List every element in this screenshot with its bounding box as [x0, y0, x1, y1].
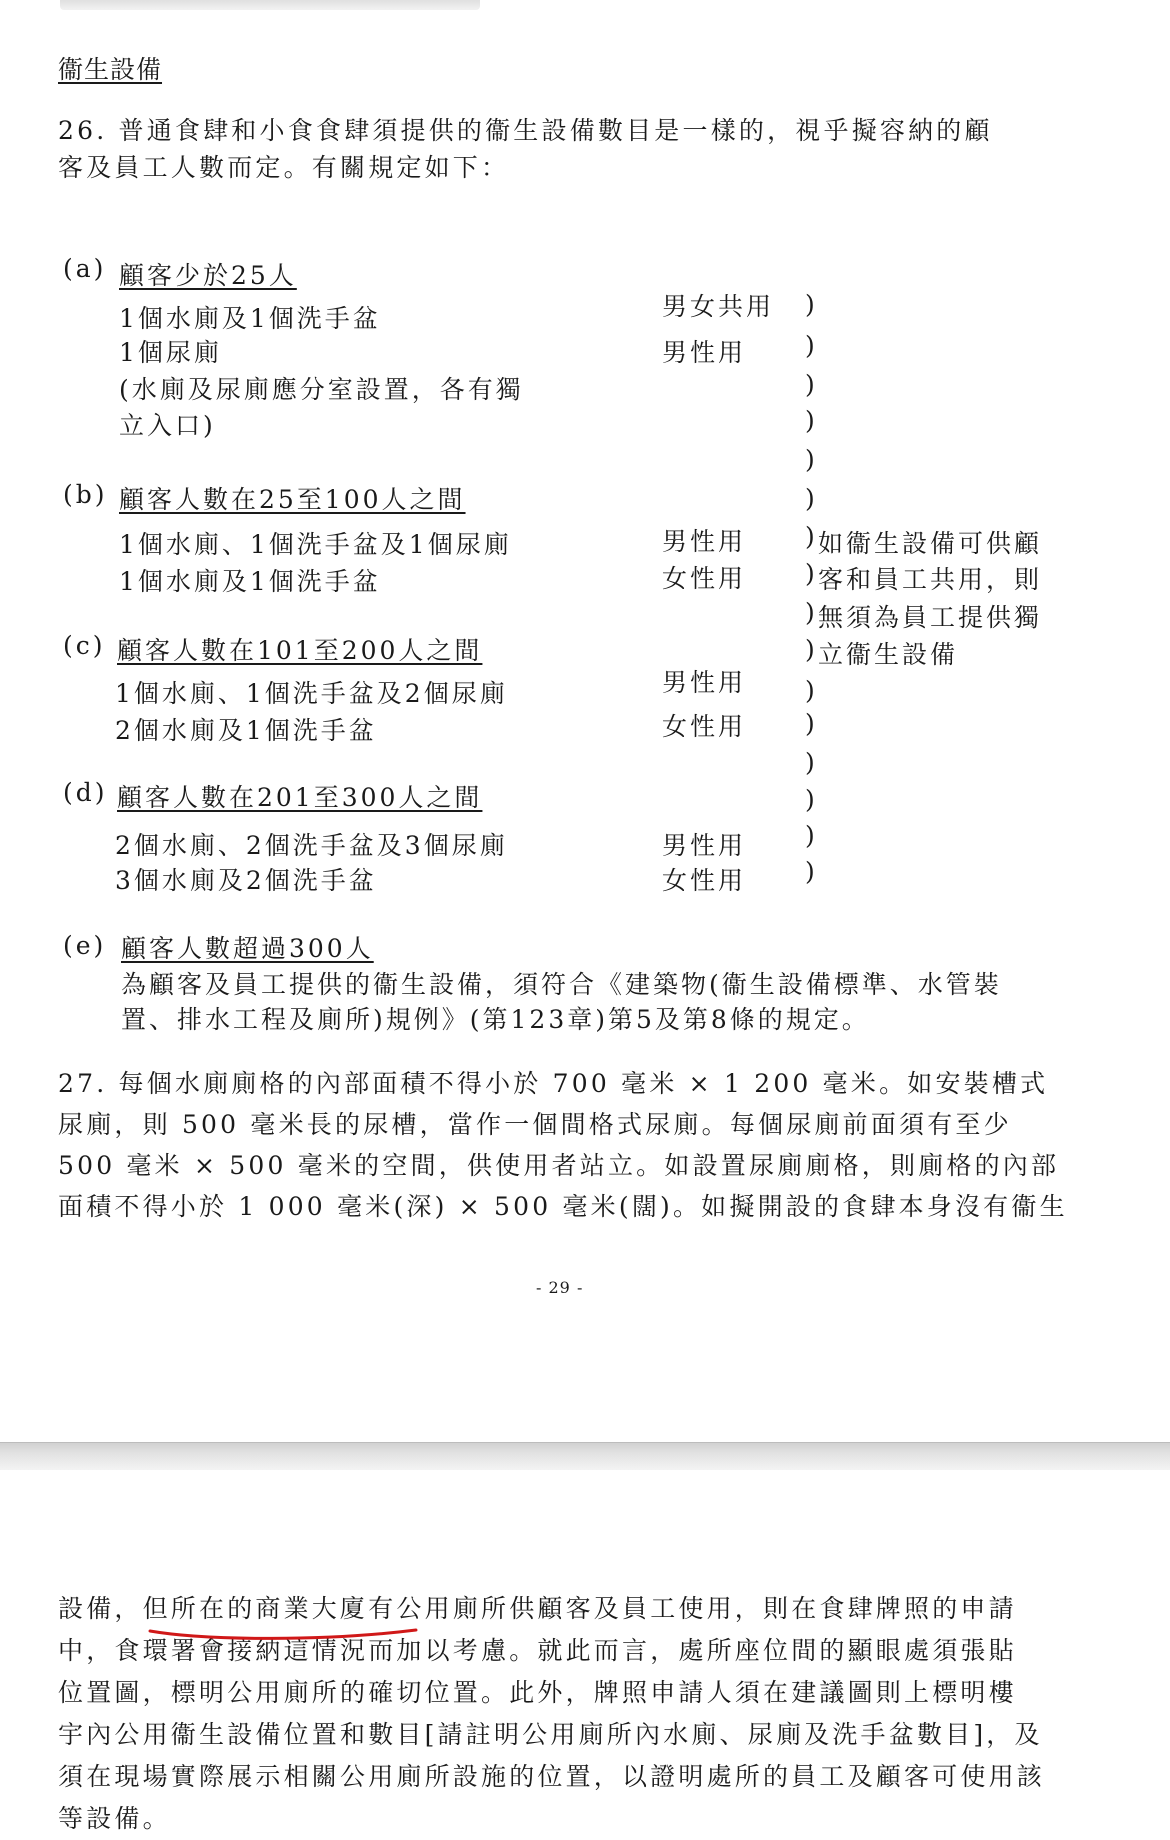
item-a-gender-1: 男女共用 [662, 292, 775, 321]
next-page-line-4: 宇內公用衞生設備位置和數目[請註明公用廁所內水廁、尿廁及洗手盆數目]，及 [58, 1720, 1043, 1749]
bracket-mark: ) [805, 857, 818, 886]
bracket-mark: ) [805, 635, 818, 664]
item-a-line-4: 立入口) [119, 411, 216, 440]
paragraph-26-line-1: 26. 普通食肆和小食食肆須提供的衞生設備數目是一樣的，視乎擬容納的顧 [58, 116, 993, 145]
item-e-line-1: 為顧客及員工提供的衞生設備，須符合《建築物(衞生設備標準、水管裝 [121, 970, 1002, 999]
item-b-gender-2: 女性用 [662, 564, 747, 593]
item-a-marker: (a) [63, 254, 107, 283]
bracket-note-line-4: 立衞生設備 [818, 640, 959, 669]
item-c-gender-2: 女性用 [662, 712, 747, 741]
section-heading: 衞生設備 [58, 55, 163, 84]
next-page-line-6: 等設備。 [58, 1804, 171, 1833]
item-b-line-1: 1個水廁、1個洗手盆及1個尿廁 [119, 530, 512, 559]
next-page-line-2: 中，食環署會接納這情況而加以考慮。就此而言，處所座位間的顯眼處須張貼 [58, 1636, 1017, 1665]
bracket-mark: ) [805, 484, 818, 513]
bracket-mark: ) [805, 785, 818, 814]
red-handwritten-underline [148, 1627, 418, 1641]
bracket-mark: ) [805, 406, 818, 435]
bracket-mark: ) [805, 821, 818, 850]
item-c-title: 顧客人數在101至200人之間 [117, 636, 483, 665]
item-b-line-2: 1個水廁及1個洗手盆 [119, 567, 381, 596]
item-c-gender-1: 男性用 [662, 668, 747, 697]
item-d-marker: (d) [63, 778, 108, 807]
item-a-gender-2: 男性用 [662, 338, 747, 367]
item-a-title: 顧客少於25人 [119, 261, 297, 290]
paragraph-27-line-3: 500 毫米 × 500 毫米的空間，供使用者站立。如設置尿廁廁格，則廁格的內部 [58, 1151, 1060, 1180]
bracket-mark: ) [805, 709, 818, 738]
item-c-line-1: 1個水廁、1個洗手盆及2個尿廁 [115, 679, 508, 708]
next-page-line-5: 須在現場實際展示相關公用廁所設施的位置，以證明處所的員工及顧客可使用該 [58, 1762, 1046, 1791]
page-break [0, 1442, 1170, 1470]
bracket-mark: ) [805, 290, 818, 319]
item-c-line-2: 2個水廁及1個洗手盆 [115, 716, 377, 745]
next-page-paragraph [58, 1588, 1045, 1840]
paragraph-27-line-1: 27. 每個水廁廁格的內部面積不得小於 700 毫米 × 1 200 毫米。如安裝槽式 [58, 1069, 1049, 1098]
next-page-line-1: 設備，但所在的商業大廈有公用廁所供顧客及員工使用，則在食肆牌照的申請 [58, 1594, 1017, 1623]
item-b-gender-1: 男性用 [662, 527, 747, 556]
previous-text-cutoff [60, 0, 480, 10]
paragraph-26 [58, 112, 993, 186]
paragraph-27 [58, 1063, 1068, 1227]
item-d-title: 顧客人數在201至300人之間 [117, 783, 483, 812]
item-d-line-1: 2個水廁、2個洗手盆及3個尿廁 [115, 831, 508, 860]
bracket-mark: ) [805, 370, 818, 399]
page-number: - 29 - [536, 1278, 584, 1297]
bracket-note-line-3: 無須為員工提供獨 [818, 603, 1043, 632]
item-d-gender-1: 男性用 [662, 831, 747, 860]
item-e-marker: (e) [63, 931, 107, 960]
bracket-mark: ) [805, 676, 818, 705]
item-b-title: 顧客人數在25至100人之間 [119, 485, 466, 514]
item-a-line-1: 1個水廁及1個洗手盆 [119, 304, 381, 333]
bracket-note-line-1: 如衞生設備可供顧 [818, 529, 1043, 558]
next-page-line-3: 位置圖，標明公用廁所的確切位置。此外，牌照申請人須在建議圖則上標明樓 [58, 1678, 1017, 1707]
bracket-note-line-2: 客和員工共用，則 [818, 565, 1043, 594]
item-a-line-3: (水廁及尿廁應分室設置，各有獨 [119, 375, 524, 404]
bracket-mark: ) [805, 331, 818, 360]
bracket-mark: ) [805, 522, 818, 551]
bracket-mark: ) [805, 559, 818, 588]
bracket-mark: ) [805, 598, 818, 627]
item-d-gender-2: 女性用 [662, 866, 747, 895]
paragraph-27-line-4: 面積不得小於 1 000 毫米(深) × 500 毫米(闊)。如擬開設的食肆本身沒有衞生 [58, 1192, 1068, 1221]
bracket-mark: ) [805, 748, 818, 777]
item-b-marker: (b) [63, 480, 108, 509]
item-c-marker: (c) [63, 631, 106, 660]
item-a-line-2: 1個尿廁 [119, 338, 222, 367]
paragraph-26-line-2: 客及員工人數而定。有關規定如下： [58, 153, 510, 182]
paragraph-27-line-2: 尿廁，則 500 毫米長的尿槽，當作一個間格式尿廁。每個尿廁前面須有至少 [58, 1110, 1012, 1139]
item-e-title: 顧客人數超過300人 [121, 934, 374, 963]
item-e-line-2: 置、排水工程及廁所)規例》(第123章)第5及第8條的規定。 [121, 1005, 870, 1034]
item-d-line-2: 3個水廁及2個洗手盆 [115, 866, 377, 895]
page-break-line [0, 1442, 1170, 1443]
bracket-mark: ) [805, 445, 818, 474]
